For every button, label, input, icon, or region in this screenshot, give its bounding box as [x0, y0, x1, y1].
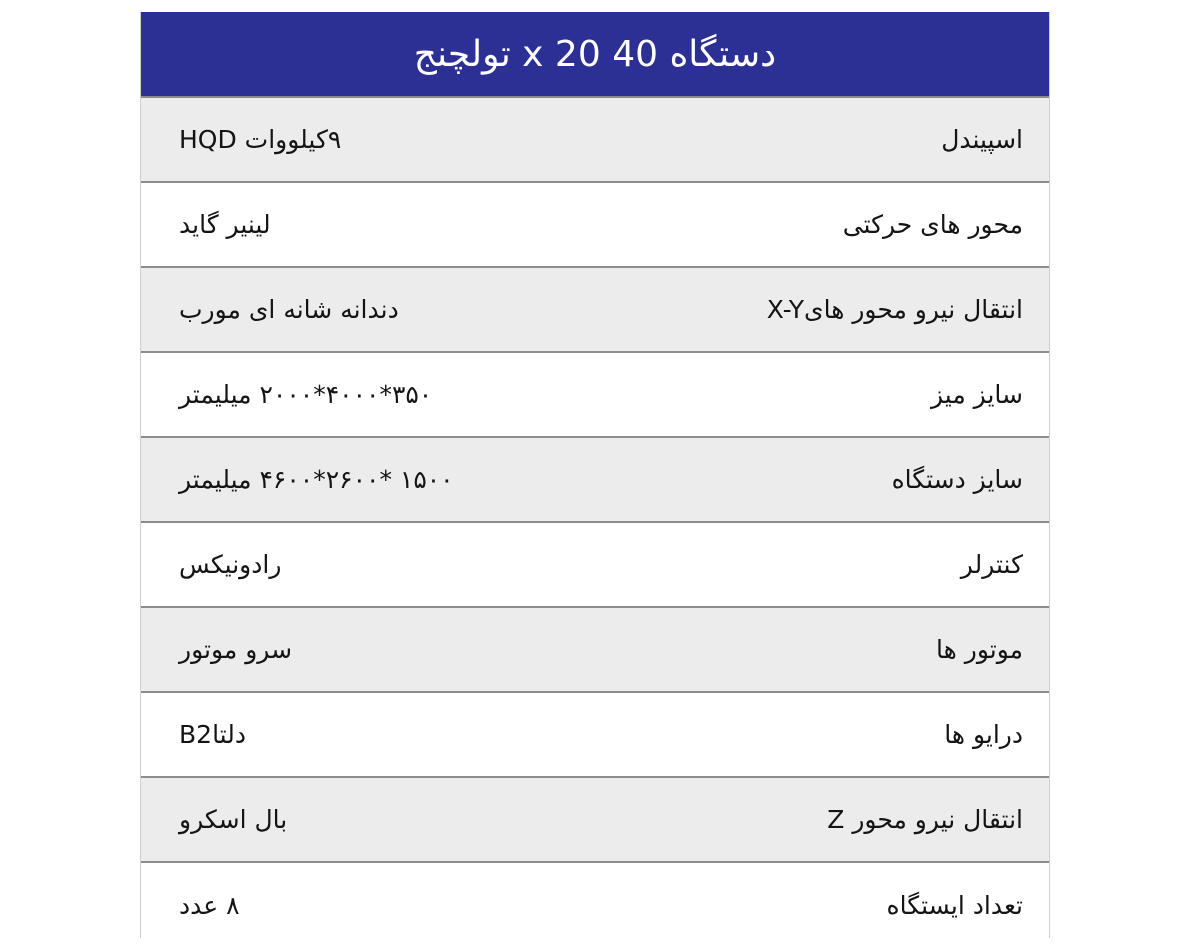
row-label: سایز دستگاه: [891, 465, 1023, 494]
row-value: رادونیکس: [179, 550, 282, 579]
row-value: سرو موتور: [179, 635, 293, 664]
row-value: دندانه شانه ای مورب: [179, 295, 399, 324]
row-label: اسپیندل: [941, 125, 1023, 154]
table-row-xy-transmission: [141, 268, 1049, 353]
row-value: بال اسکرو: [179, 805, 288, 834]
row-value: لینیر گاید: [179, 210, 271, 239]
table-row-motors: [141, 608, 1049, 693]
row-label: درایو ها: [944, 720, 1023, 749]
table-row-z-transmission: [141, 778, 1049, 863]
table-title: دستگاه 40 x 20 تولچنج: [141, 12, 1049, 98]
table-row-motion-axes: [141, 183, 1049, 268]
table-row-stations: [141, 863, 1049, 948]
row-label: محور های حرکتی: [842, 210, 1023, 239]
row-value: ۹کیلووات HQD: [179, 125, 342, 154]
row-label: انتقال نیرو محور هایX-Y: [766, 295, 1023, 324]
row-value: ۸ عدد: [179, 891, 240, 920]
table-row-machine-size: [141, 438, 1049, 523]
row-label: کنترلر: [960, 550, 1023, 579]
row-value: ۳۵۰*۴۰۰۰*۲۰۰۰ میلیمتر: [179, 380, 433, 409]
table-row-controller: [141, 523, 1049, 608]
row-label: موتور ها: [936, 635, 1023, 664]
row-value: ۱۵۰۰ *۲۶۰۰*۴۶۰۰ میلیمتر: [179, 465, 454, 494]
table-row-table-size: [141, 353, 1049, 438]
table-row-drives: [141, 693, 1049, 778]
table-row-spindle: [141, 98, 1049, 183]
row-value: دلتاB2: [179, 720, 246, 749]
spec-table: [140, 12, 1050, 938]
row-label: سایز میز: [931, 380, 1023, 409]
row-label: انتقال نیرو محور Z: [827, 805, 1023, 834]
row-label: تعداد ایستگاه: [886, 891, 1023, 920]
